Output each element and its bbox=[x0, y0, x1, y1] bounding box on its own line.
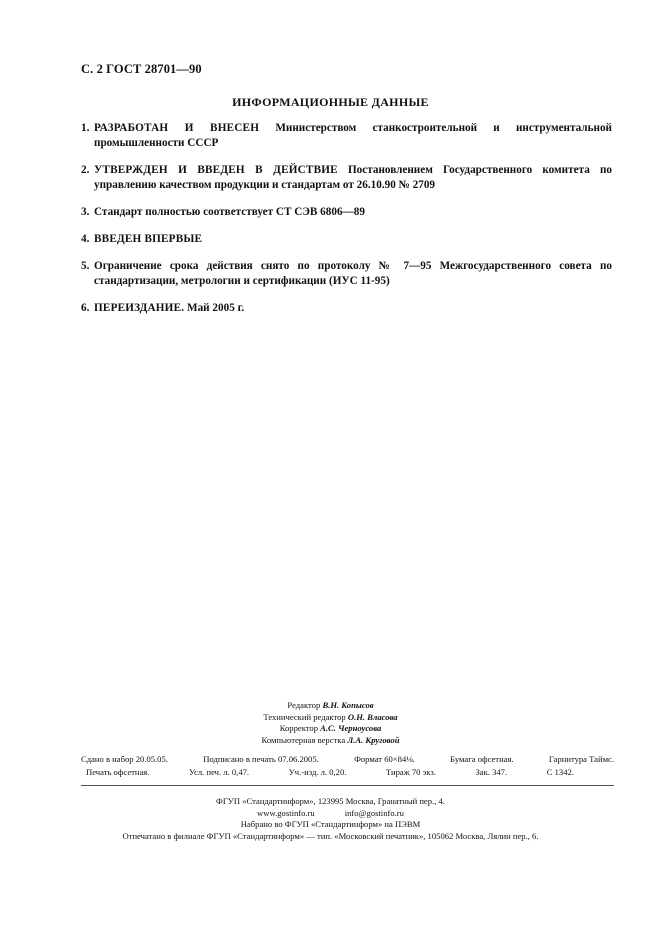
item-caps-text: РАЗРАБОТАН И ВНЕСЕН bbox=[94, 122, 260, 134]
proofreader-line bbox=[0, 723, 661, 735]
item-number: 2. bbox=[81, 164, 90, 176]
print-detail: Тираж 70 экз. bbox=[386, 767, 436, 777]
item-text: Ограничение срока действия снято по протоколу № 7—95 Межгосударственного совета по стандартизации, метрологии и сертификации (ИУС 11-95) bbox=[94, 260, 612, 287]
email-text: info@gostinfo.ru bbox=[344, 807, 404, 818]
print-detail: С 1342. bbox=[546, 767, 574, 777]
print-detail: Бумага офсетная. bbox=[450, 754, 514, 764]
item-text: Май 2005 г. bbox=[184, 302, 245, 314]
item-number: 6. bbox=[81, 302, 90, 314]
page-header: С. 2 ГОСТ 28701—90 bbox=[81, 62, 202, 76]
print-details bbox=[81, 753, 614, 779]
print-details-row bbox=[81, 766, 614, 779]
print-detail: Подписано в печать 07.06.2005. bbox=[203, 754, 319, 764]
print-detail: Усл. печ. л. 0,47. bbox=[189, 767, 250, 777]
proofreader-name: А.С. Черноусова bbox=[320, 723, 382, 734]
layout-role: Компьютерная верстка bbox=[261, 734, 346, 745]
layout-line bbox=[0, 735, 661, 747]
publisher-contacts bbox=[0, 808, 661, 820]
tech-editor-name: О.Н. Власова bbox=[347, 711, 398, 722]
tech-editor-role: Технический редактор bbox=[263, 711, 346, 722]
editor-role: Редактор bbox=[287, 700, 321, 710]
divider bbox=[81, 785, 614, 786]
item-caps-text: ВВЕДЕН ВПЕРВЫЕ bbox=[94, 233, 203, 245]
item-text: Министерством станкостроительной и инструментальной промышленности СССР bbox=[94, 122, 612, 149]
section-title: ИНФОРМАЦИОННЫЕ ДАННЫЕ bbox=[232, 95, 429, 109]
list-item bbox=[81, 205, 612, 220]
print-detail: Зак. 347. bbox=[475, 767, 508, 777]
print-detail: Формат 60×84⅛. bbox=[354, 754, 415, 764]
publisher-info bbox=[0, 796, 661, 842]
print-details-row bbox=[81, 753, 614, 766]
item-text: Стандарт полностью соответствует СТ СЭВ 6806—89 bbox=[94, 206, 365, 218]
print-detail: Уч.-изд. л. 0,20. bbox=[288, 767, 347, 777]
list-item bbox=[81, 163, 612, 193]
typeset-note: Набрано во ФГУП «Стандартинформ» на ПЭВМ bbox=[240, 819, 421, 830]
editor-line bbox=[0, 700, 661, 712]
tech-editor-line bbox=[0, 712, 661, 724]
print-detail: Печать офсетная. bbox=[86, 767, 150, 777]
print-detail: Гарнитура Таймс. bbox=[548, 754, 614, 764]
proofreader-role: Корректор bbox=[279, 723, 318, 734]
publisher-address: ФГУП «Стандартинформ», 123995 Москва, Гранатный пер., 4. bbox=[216, 796, 445, 806]
item-text: Постановлением Государственного комитета по управлению качеством продукции и стандартам от 26.10.90 № 2709 bbox=[94, 164, 613, 191]
website-text: www.gostinfo.ru bbox=[257, 807, 315, 818]
print-detail: Сдано в набор 20.05.05. bbox=[81, 754, 168, 764]
printed-note: Отпечатано в филиале ФГУП «Стандартинформ» — тип. «Московский печатник», 105062 Москва, Лялин пер., 6. bbox=[122, 830, 539, 841]
item-number: 3. bbox=[81, 206, 90, 218]
item-number: 1. bbox=[81, 122, 90, 134]
editor-name: В.Н. Копысов bbox=[322, 700, 374, 710]
information-list bbox=[81, 121, 612, 328]
item-caps-text: ПЕРЕИЗДАНИЕ. bbox=[94, 302, 185, 314]
item-number: 5. bbox=[81, 260, 90, 272]
list-item bbox=[81, 301, 612, 316]
item-caps-text: УТВЕРЖДЕН И ВВЕДЕН В ДЕЙСТВИЕ bbox=[94, 164, 338, 176]
list-item bbox=[81, 232, 612, 247]
item-number: 4. bbox=[81, 233, 90, 245]
list-item bbox=[81, 121, 612, 151]
layout-name: Л.А. Круговой bbox=[347, 734, 400, 745]
list-item bbox=[81, 259, 612, 289]
imprint-credits bbox=[0, 700, 661, 746]
